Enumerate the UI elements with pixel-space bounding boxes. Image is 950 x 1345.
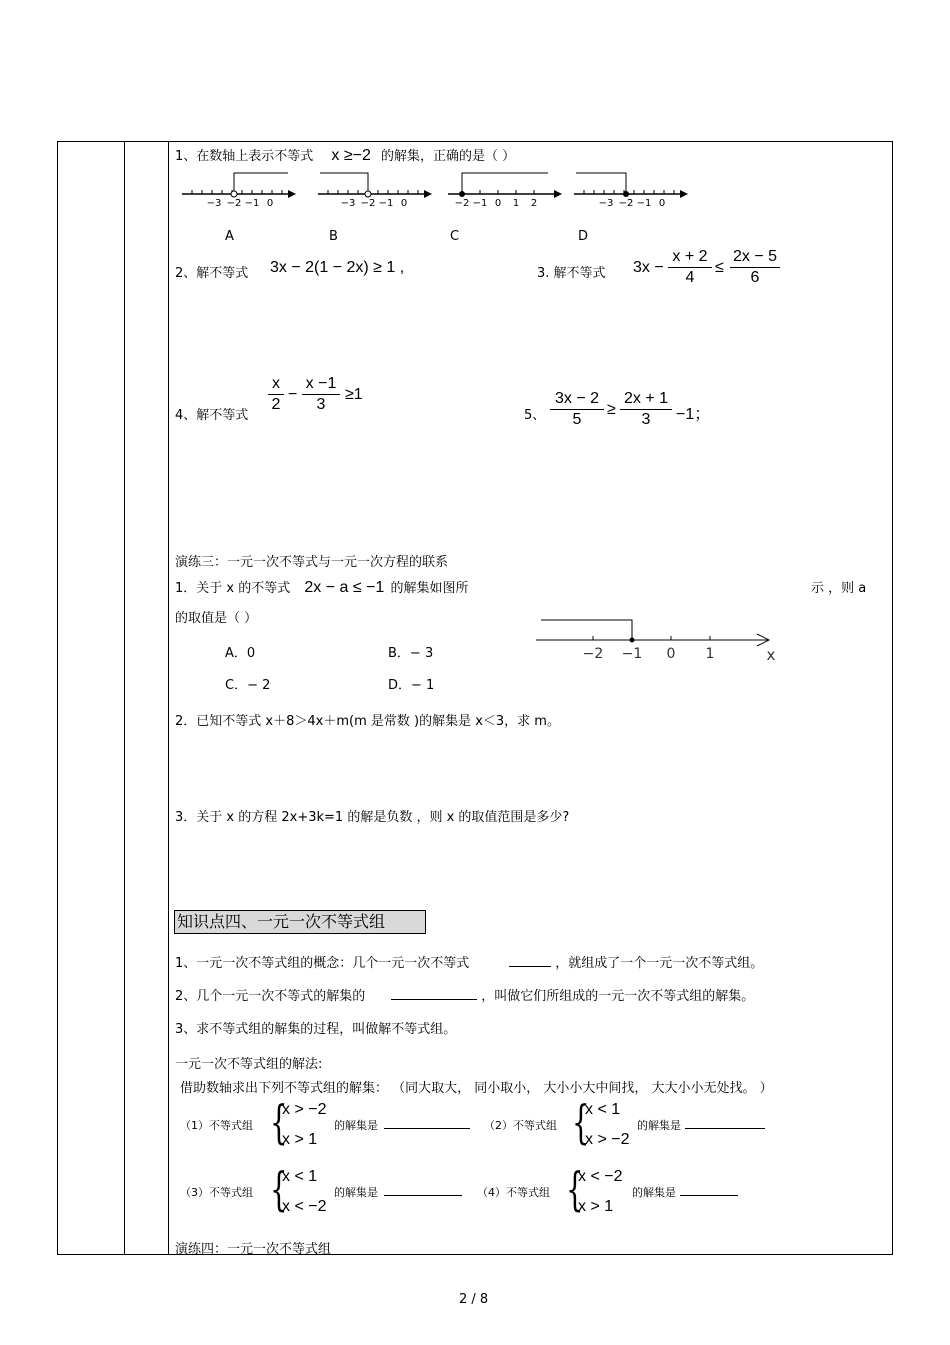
numberline-d <box>574 173 688 209</box>
brace-icon: { <box>572 1095 590 1149</box>
denominator: 4 <box>685 269 695 286</box>
drill3-q1-right: 示 ，则 a <box>811 581 867 596</box>
tick-label: −1 <box>472 198 488 209</box>
system-4-tail-text: 的解集是 <box>632 1186 676 1199</box>
system-1-tail <box>334 1117 470 1133</box>
q3-label: 3. 解不等式 <box>537 266 606 281</box>
tick-label: 2 <box>530 198 538 209</box>
q5-fraction-2 <box>620 390 672 429</box>
numberline-b <box>318 173 432 209</box>
system-3-b: x < −2 <box>282 1198 327 1215</box>
system-1-b: x > 1 <box>282 1131 318 1148</box>
answer-blank[interactable] <box>685 1118 765 1129</box>
q4-fraction-1 <box>268 375 284 414</box>
numerator: 2x − 5 <box>732 248 778 265</box>
q3-fraction-2 <box>730 248 780 287</box>
system-2-a: x < 1 <box>585 1101 621 1118</box>
q5-op: ≥ <box>607 401 616 418</box>
tick-label: −3 <box>340 198 356 209</box>
option-d[interactable]: D <box>578 229 589 244</box>
axis-tick-label: 1 <box>705 646 715 662</box>
tick-label: −2 <box>226 198 242 209</box>
q5-tail: −1； <box>676 406 711 423</box>
system-3-tail-text: 的解集是 <box>334 1186 378 1199</box>
option-c[interactable]: C <box>450 229 460 244</box>
tick-label: 1 <box>512 198 520 209</box>
column-divider-1 <box>124 141 125 1254</box>
denominator: 3 <box>641 411 651 428</box>
q5-fraction-1 <box>550 390 604 429</box>
drill3-q2: 2．已知不等式 x＋8＞4x＋m(m 是常数 )的解集是 x＜3，求 m。 <box>175 714 560 729</box>
brace-icon: { <box>270 1162 288 1216</box>
q1-suffix: 的解集，正确的是（ ） <box>381 149 516 164</box>
numerator: x −1 <box>305 375 337 392</box>
system-2-tail-text: 的解集是 <box>637 1119 681 1132</box>
system-4-b: x > 1 <box>578 1198 614 1215</box>
system-1-tail-text: 的解集是 <box>334 1119 378 1132</box>
system-4-tail <box>632 1184 738 1200</box>
system-1-a: x > −2 <box>282 1101 327 1118</box>
choice-b[interactable]: B．− 3 <box>388 646 434 661</box>
blank[interactable] <box>509 954 551 967</box>
brace-icon: { <box>566 1162 584 1216</box>
system-4-label: （4）不等式组 <box>477 1186 550 1199</box>
numerator: x + 2 <box>672 248 708 265</box>
tick-label: −2 <box>454 198 470 209</box>
q5-label: 5、 <box>524 408 546 423</box>
page-number: 2 / 8 <box>459 1292 489 1307</box>
denominator: 6 <box>750 269 760 286</box>
choice-a[interactable]: A．0 <box>225 646 256 661</box>
system-3-tail <box>334 1184 462 1200</box>
system-2-label: （2）不等式组 <box>484 1119 557 1132</box>
drill3-q3: 3．关于 x 的方程 2x+3k=1 的解是负数 ，则 x 的取值范围是多少? <box>175 810 570 825</box>
answer-blank[interactable] <box>384 1118 470 1129</box>
q1-prefix: 1、在数轴上表示不等式 <box>175 149 314 164</box>
drill3-q1-expr: 2x − a ≤ −1 <box>304 579 385 596</box>
q3-lead: 3x − <box>633 259 664 276</box>
numerator: 3x − 2 <box>554 390 600 407</box>
axis-variable: x <box>766 646 776 664</box>
tick-label: −3 <box>598 198 614 209</box>
denominator: 2 <box>271 396 281 413</box>
kp4-line1-b: ，就组成了一个一元一次不等式组。 <box>555 956 764 971</box>
numberline-c <box>448 173 562 209</box>
choice-c[interactable]: C．− 2 <box>225 678 271 693</box>
choice-d[interactable]: D．− 1 <box>388 678 435 693</box>
q2-expr: 3x − 2(1 − 2x) ≥ 1 , <box>270 259 405 276</box>
option-a[interactable]: A <box>225 229 234 244</box>
drill3-q1-lead: 1．关于 x 的不等式 <box>175 581 291 596</box>
q2-label: 2、解不等式 <box>175 266 249 281</box>
tick-label: −2 <box>360 198 376 209</box>
system-3-a: x < 1 <box>282 1168 318 1185</box>
q1-text <box>175 145 515 165</box>
kp4-line2-a: 2、几个一元一次不等式的解集的 <box>175 989 366 1004</box>
system-3-label: （3）不等式组 <box>180 1186 253 1199</box>
drill3-q1-line2: 的取值是（ ） <box>175 611 258 626</box>
tick-label: 0 <box>266 198 274 209</box>
kp4-line1-a: 1、一元一次不等式组的概念：几个一元一次不等式 <box>175 956 470 971</box>
system-2-tail <box>637 1117 765 1133</box>
brace-icon: { <box>270 1095 288 1149</box>
tick-label: −3 <box>206 198 222 209</box>
kp4-title: 知识点四、一元一次不等式组 <box>174 910 426 934</box>
tick-label: −1 <box>378 198 394 209</box>
kp4-line2 <box>175 985 754 1004</box>
system-4-a: x < −2 <box>578 1168 623 1185</box>
tick-label: 0 <box>400 198 408 209</box>
q3-op: ≤ <box>715 259 724 276</box>
answer-blank[interactable] <box>680 1185 738 1196</box>
numberline-a <box>182 173 296 209</box>
denominator: 5 <box>572 411 582 428</box>
q4-fraction-2 <box>302 375 340 414</box>
axis-tick-label: −1 <box>621 646 643 662</box>
column-divider-2 <box>168 141 169 1254</box>
drill4-title: 演练四：一元一次不等式组 <box>175 1242 332 1257</box>
numerator: 2x + 1 <box>623 390 669 407</box>
drill3-number-line <box>533 612 783 664</box>
q4-tail: ≥1 <box>345 386 363 403</box>
drill3-q1 <box>175 577 468 597</box>
tick-label: −1 <box>244 198 260 209</box>
numerator: x <box>272 375 280 392</box>
axis-tick-label: −2 <box>582 646 604 662</box>
axis-tick-label: 0 <box>666 646 676 662</box>
tick-label: −1 <box>636 198 652 209</box>
denominator: 3 <box>316 396 326 413</box>
q1-number-lines <box>170 165 700 215</box>
system-2-b: x > −2 <box>585 1131 630 1148</box>
answer-blank[interactable] <box>384 1185 462 1196</box>
tick-label: 0 <box>658 198 666 209</box>
q1-expr: x ≥−2 <box>331 147 371 164</box>
system-1-label: （1）不等式组 <box>180 1119 253 1132</box>
q3-fraction-1 <box>668 248 712 287</box>
q4-label: 4、解不等式 <box>175 408 249 423</box>
kp4-line1 <box>175 952 763 971</box>
kp4-hint: 借助数轴求出下列不等式组的解集： （同大取大， 同小取小， 大小小大中间找， 大大小小无处找。 ） <box>180 1081 773 1096</box>
option-b[interactable]: B <box>329 229 338 244</box>
kp4-line2-b: ，叫做它们所组成的一元一次不等式组的解集。 <box>481 989 755 1004</box>
drill3-q1-tail: 的解集如图所 <box>390 581 469 596</box>
kp4-method: 一元一次不等式组的解法: <box>175 1057 323 1072</box>
blank[interactable] <box>391 987 477 1000</box>
tick-label: 0 <box>494 198 502 209</box>
q4-minus: − <box>288 386 298 403</box>
tick-label: −2 <box>618 198 634 209</box>
drill3-title: 演练三：一元一次不等式与一元一次方程的联系 <box>175 555 449 570</box>
kp4-line3: 3、求不等式组的解集的过程，叫做解不等式组。 <box>175 1022 457 1037</box>
